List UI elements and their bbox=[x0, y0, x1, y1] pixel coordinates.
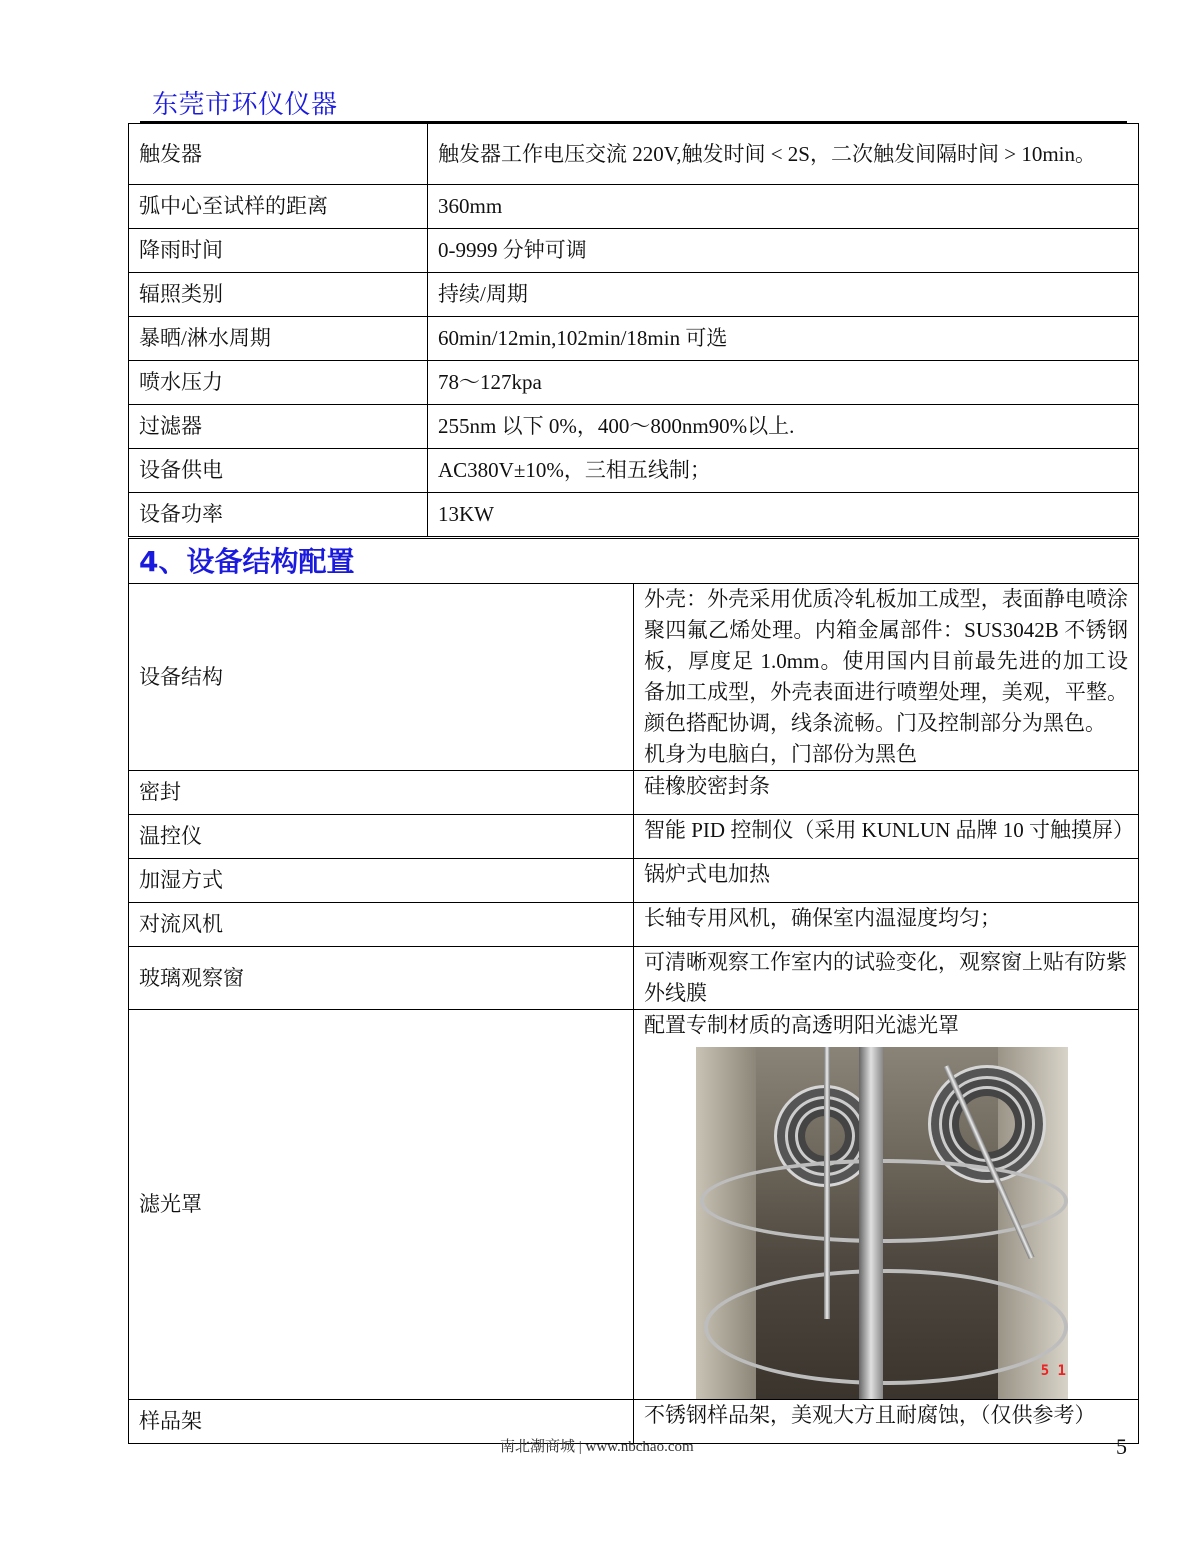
table-row bbox=[129, 185, 1139, 229]
footer-site: 南北潮商城 | www.nbchao.com bbox=[500, 1439, 694, 1455]
section-heading: 4、设备结构配置 bbox=[129, 539, 1139, 584]
table-row bbox=[129, 124, 1139, 185]
row-label: 弧中心至试样的距离 bbox=[129, 185, 428, 229]
row-value: AC380V±10%，三相五线制； bbox=[428, 449, 1139, 493]
table-row bbox=[129, 859, 1139, 903]
table-row bbox=[129, 273, 1139, 317]
row-value: 触发器工作电压交流 220V,触发时间 < 2S，二次触发间隔时间 > 10min。 bbox=[428, 124, 1139, 185]
table-row bbox=[129, 317, 1139, 361]
row-label: 样品架 bbox=[129, 1400, 634, 1444]
cage-ring-lower bbox=[704, 1269, 1068, 1385]
value-paragraph: 外壳：外壳采用优质冷轧板加工成型，表面静电喷涂聚四氟乙烯处理。内箱金属部件：SUS3042B 不锈钢板，厚度足 1.0mm。使用国内目前最先进的加工设备加工成型，外壳表面进行喷塑处理，美观，平整。颜色搭配协调，线条流畅。门及控制部分为黑色。 bbox=[644, 587, 1128, 735]
row-value: 255nm 以下 0%，400～800nm90%以上. bbox=[428, 405, 1139, 449]
value-text: 配置专制材质的高透明阳光滤光罩 bbox=[644, 1013, 959, 1037]
value-paragraph: 机身为电脑白，门部份为黑色 bbox=[644, 742, 917, 766]
table-row bbox=[129, 449, 1139, 493]
filter-cover-photo bbox=[696, 1047, 1068, 1399]
table-row bbox=[129, 771, 1139, 815]
row-value: 60min/12min,102min/18min 可选 bbox=[428, 317, 1139, 361]
row-label: 设备功率 bbox=[129, 493, 428, 537]
cage-rod bbox=[824, 1047, 830, 1319]
row-label: 过滤器 bbox=[129, 405, 428, 449]
row-value: 0-9999 分钟可调 bbox=[428, 229, 1139, 273]
row-label: 降雨时间 bbox=[129, 229, 428, 273]
section-heading-row bbox=[129, 539, 1139, 584]
row-label: 温控仪 bbox=[129, 815, 634, 859]
row-label: 对流风机 bbox=[129, 903, 634, 947]
row-value: 锅炉式电加热 bbox=[634, 859, 1139, 903]
row-value bbox=[634, 584, 1139, 771]
spec-table bbox=[128, 123, 1139, 537]
page-number: 5 bbox=[1116, 1434, 1127, 1459]
row-value: 智能 PID 控制仪（采用 KUNLUN 品牌 10 寸触摸屏） bbox=[634, 815, 1139, 859]
row-label: 滤光罩 bbox=[129, 1010, 634, 1400]
table-row bbox=[129, 493, 1139, 537]
row-value: 360mm bbox=[428, 185, 1139, 229]
row-label: 触发器 bbox=[129, 124, 428, 185]
table-row bbox=[129, 1010, 1139, 1400]
table-row bbox=[129, 903, 1139, 947]
table-row bbox=[129, 947, 1139, 1010]
row-value bbox=[634, 1010, 1139, 1400]
table-row bbox=[129, 229, 1139, 273]
row-label: 加湿方式 bbox=[129, 859, 634, 903]
row-label: 设备结构 bbox=[129, 584, 634, 771]
table-row bbox=[129, 405, 1139, 449]
row-label: 辐照类别 bbox=[129, 273, 428, 317]
structure-table bbox=[128, 538, 1139, 1444]
row-value: 长轴专用风机，确保室内温湿度均匀； bbox=[634, 903, 1139, 947]
table-row bbox=[129, 361, 1139, 405]
row-value: 可清晰观察工作室内的试验变化，观察窗上贴有防紫外线膜 bbox=[634, 947, 1139, 1010]
row-label: 喷水压力 bbox=[129, 361, 428, 405]
photo-date-stamp: 5 1 bbox=[1040, 1363, 1066, 1379]
row-value: 持续/周期 bbox=[428, 273, 1139, 317]
row-label: 暴晒/淋水周期 bbox=[129, 317, 428, 361]
row-label: 密封 bbox=[129, 771, 634, 815]
lamp-pole bbox=[859, 1047, 883, 1399]
row-value: 不锈钢样品架，美观大方且耐腐蚀，（仅供参考） bbox=[634, 1400, 1139, 1444]
row-value: 78～127kpa bbox=[428, 361, 1139, 405]
table-row bbox=[129, 584, 1139, 771]
company-title: 东莞市环仪仪器 bbox=[152, 90, 338, 120]
row-label: 设备供电 bbox=[129, 449, 428, 493]
row-label: 玻璃观察窗 bbox=[129, 947, 634, 1010]
cage-ring-upper bbox=[700, 1159, 1068, 1243]
row-value: 硅橡胶密封条 bbox=[634, 771, 1139, 815]
table-row bbox=[129, 815, 1139, 859]
row-value: 13KW bbox=[428, 493, 1139, 537]
